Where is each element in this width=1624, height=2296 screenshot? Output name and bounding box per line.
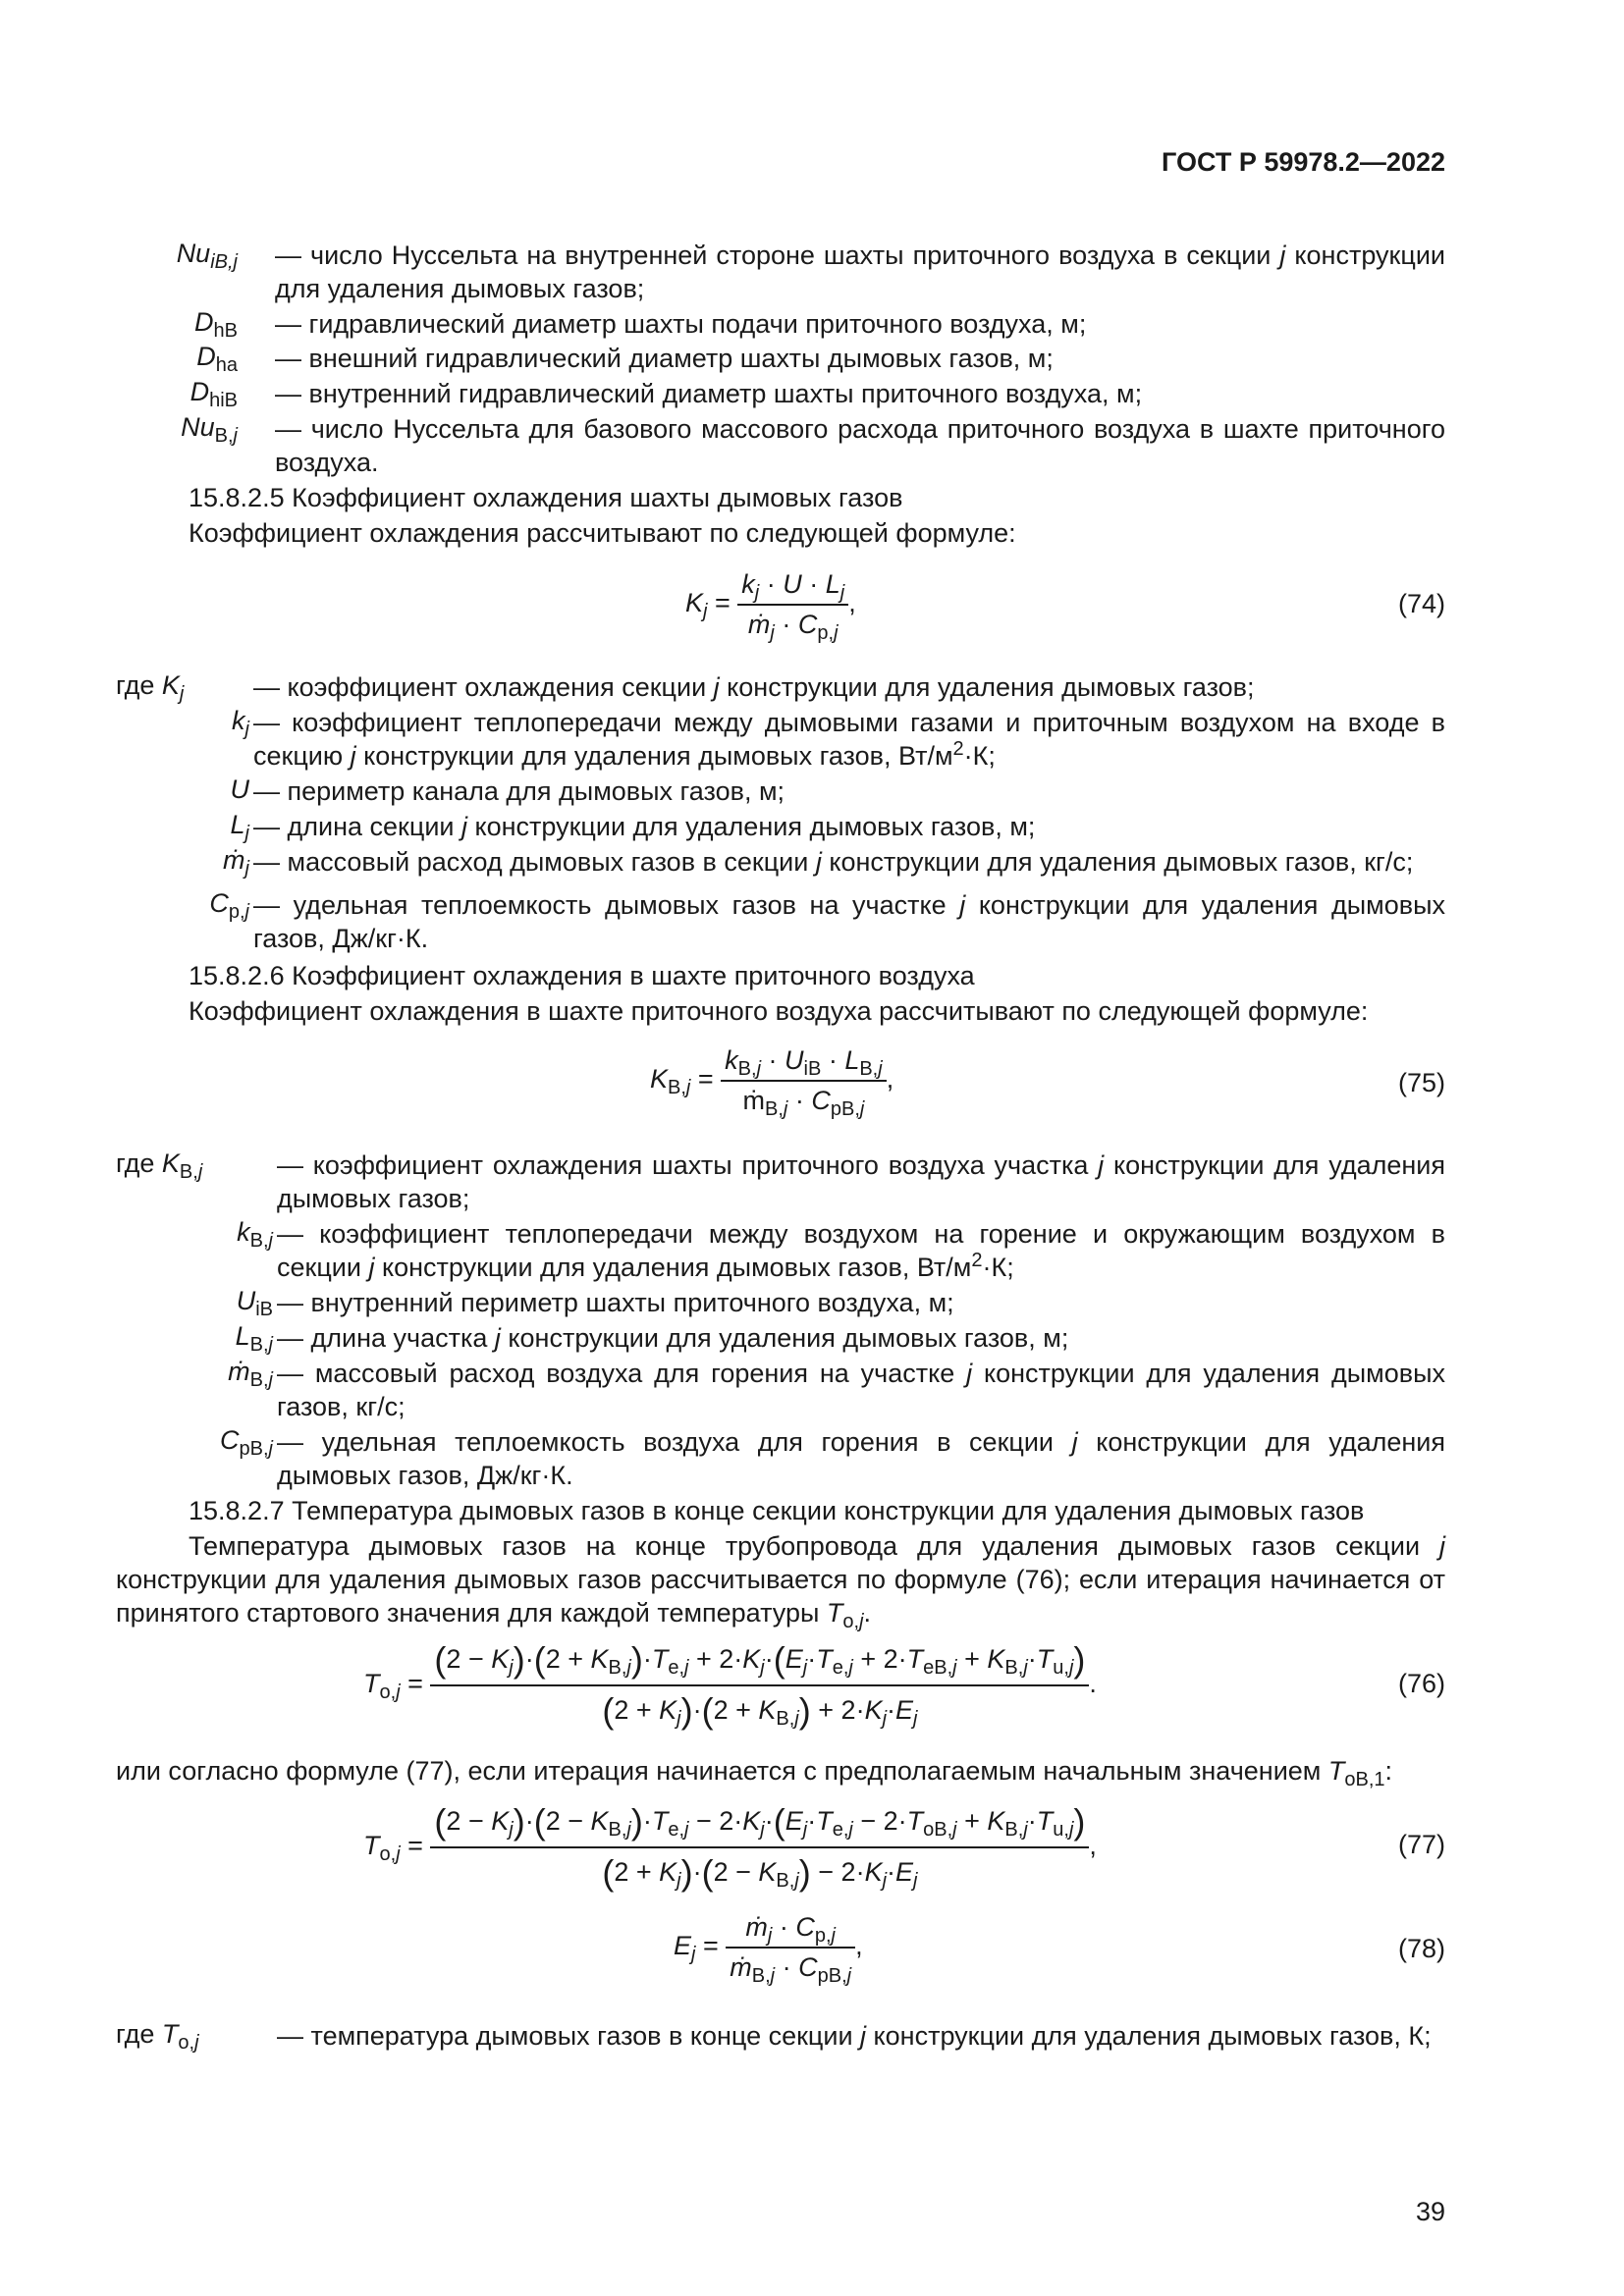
definition: — удельная теплоемкость воздуха для горения в секции j конструкции для удаления дымовых газов, Дж/кг·К. <box>277 1427 1445 1490</box>
definition: — коэффициент охлаждения шахты приточного воздуха участка j конструкции для удаления дымовых газов; <box>277 1150 1445 1213</box>
section-heading: 15.8.2.6 Коэффициент охлаждения в шахте приточного воздуха <box>189 961 975 990</box>
equation-number: (76) <box>1397 1669 1445 1698</box>
definition: — периметр канала для дымовых газов, м; <box>253 776 785 806</box>
symbol: $L_j$ <box>230 810 249 844</box>
symbol: $Nu_{iB,j}$ <box>176 239 238 273</box>
symbol: $D_{ha}$ <box>196 342 238 376</box>
definition: — коэффициент теплопередачи между дымовыми газами и приточным воздухом на входе в секцию j конструкции для удаления дымовых газов, $Вт/м^2\cdot К$; <box>253 708 1445 771</box>
symbol: где $K_j$ <box>116 670 185 705</box>
equation-number: (75) <box>1397 1068 1445 1097</box>
definition: — массовый расход воздуха для горения на участке j конструкции для удаления дымовых газов, кг/с; <box>277 1359 1445 1421</box>
paragraph: Коэффициент охлаждения в шахте приточного воздуха рассчитывают по следующей формуле: <box>189 996 1369 1026</box>
equation-74: $K_j$ = $\frac{k_j \cdot U \cdot L_j}{ṁ_j \cdot C_{p,j}}$ , <box>685 569 856 644</box>
equation-78: $E_j$ = $\frac{ṁ_j \cdot C_{p,j}}{ṁ_{B,j} \cdot C_{pB,j}}$ , <box>674 1912 863 1987</box>
definition: — длина секции j конструкции для удаления дымовых газов, м; <box>253 812 1036 841</box>
definition: — число Нуссельта на внутренней стороне шахты приточного воздуха в секции j конструкции для удаления дымовых газов; <box>275 240 1445 303</box>
equation-76: $T_{o,j}$ = $(2 - K_j)\cdot(2 + K_{B,j})\cdot T_{e,j} + 2\cdot K_j\cdot(E_j\cdot T_{e,j} + 2\cdot T_{eB,j} + K_{B,j}\cdot T_{u,j})$ $(2 + K_j)\cdot(2 + K_{B,j}) + 2\cdot K_j\cdot E_j$ . <box>363 1639 1097 1731</box>
symbol: $D_{hiB}$ <box>189 377 238 411</box>
symbol: $Nu_{B,j}$ <box>181 412 238 447</box>
definition: — длина участка j конструкции для удаления дымовых газов, м; <box>277 1323 1069 1353</box>
definition: — внутренний гидравлический диаметр шахты приточного воздуха, м; <box>275 379 1143 408</box>
symbol: $C_{p,j}$ <box>209 888 249 923</box>
paragraph: или согласно формуле (77), если итерация начинается с предполагаемым начальным значением $T_{oB,1}$: <box>116 1756 1393 1790</box>
symbol: $C_{pB,j}$ <box>220 1425 273 1460</box>
paragraph: Коэффициент охлаждения рассчитывают по следующей формуле: <box>189 518 1016 548</box>
equation-number: (74) <box>1397 589 1445 618</box>
document-header: ГОСТ Р 59978.2—2022 <box>1162 147 1445 177</box>
paragraph: Температура дымовых газов на конце трубопровода для удаления дымовых газов секции j конструкции для удаления дымовых газов рассчитывается по формуле (76); если итерация начинается от принятого стартового значения для каждой температуры $T_{o,j}$. <box>116 1531 1445 1632</box>
symbol: $L_{B,j}$ <box>235 1321 273 1356</box>
symbol: где $K_{B,j}$ <box>116 1148 203 1183</box>
equation-number: (77) <box>1397 1830 1445 1859</box>
section-heading: 15.8.2.5 Коэффициент охлаждения шахты дымовых газов <box>189 483 903 512</box>
definition: — гидравлический диаметр шахты подачи приточного воздуха, м; <box>275 309 1087 339</box>
symbol: где $T_{o,j}$ <box>116 2019 199 2054</box>
symbol: $U_{iB}$ <box>236 1286 273 1320</box>
symbol: U <box>230 774 249 804</box>
symbol: ṁ$_{B,j}$ <box>228 1357 273 1391</box>
page-number: 39 <box>1415 2197 1445 2226</box>
symbol: $k_j$ <box>232 706 249 740</box>
definition: — внутренний периметр шахты приточного воздуха, м; <box>277 1288 954 1317</box>
equation-number: (78) <box>1397 1934 1445 1963</box>
symbol: ṁ$_j$ <box>223 845 249 880</box>
symbol: $D_{hB}$ <box>194 307 238 342</box>
definition: — внешний гидравлический диаметр шахты дымовых газов, м; <box>275 344 1054 373</box>
definition: — массовый расход дымовых газов в секции j конструкции для удаления дымовых газов, кг/с; <box>253 847 1414 877</box>
definition: — удельная теплоемкость дымовых газов на участке j конструкции для удаления дымовых газов, Дж/кг·К. <box>253 890 1445 953</box>
definition: — температура дымовых газов в конце секции j конструкции для удаления дымовых газов, К; <box>277 2021 1432 2051</box>
equation-75: $K_{B,j}$ = $\frac{k_{B,j} \cdot U_{iB} \cdot L_{B,j}}{ṁ_{B,j} \cdot C_{pB,j}}$ , <box>650 1045 894 1120</box>
equation-77: $T_{o,j}$ = $(2 - K_j)\cdot(2 - K_{B,j})\cdot T_{e,j} - 2\cdot K_j\cdot(E_j\cdot T_{e,j} - 2\cdot T_{oB,j} + K_{B,j}\cdot T_{u,j})$ $(2 + K_j)\cdot(2 - K_{B,j}) - 2\cdot K_j\cdot E_j$ , <box>363 1801 1097 1893</box>
symbol: $k_{B,j}$ <box>237 1217 273 1252</box>
section-heading: 15.8.2.7 Температура дымовых газов в конце секции конструкции для удаления дымовых газов <box>189 1496 1365 1525</box>
definition: — число Нуссельта для базового массового расхода приточного воздуха в шахте приточного воздуха. <box>275 414 1445 477</box>
definition: — коэффициент охлаждения секции j конструкции для удаления дымовых газов; <box>253 672 1255 702</box>
definition: — коэффициент теплопередачи между воздухом на горение и окружающим воздухом в секции j конструкции для удаления дымовых газов, $Вт/м^2\cdot К$; <box>277 1219 1445 1282</box>
